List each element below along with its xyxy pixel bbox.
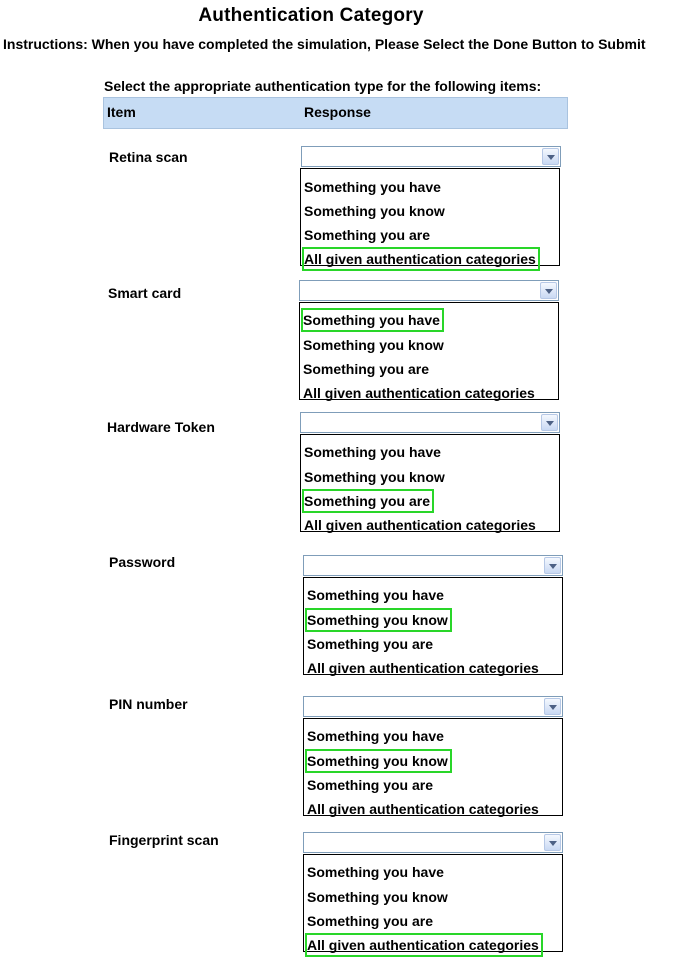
chevron-down-icon[interactable] — [544, 698, 561, 715]
response-select-retina-scan[interactable] — [301, 146, 561, 167]
list-item[interactable]: All given authentication categories — [303, 385, 535, 401]
response-select-pin-number[interactable] — [303, 696, 563, 717]
response-listbox-retina-scan[interactable] — [300, 168, 560, 266]
list-item[interactable]: Something you have — [304, 444, 441, 460]
list-item-selected[interactable]: All given authentication categories — [306, 934, 542, 956]
response-listbox-pin-number[interactable] — [303, 718, 563, 816]
list-item[interactable]: Something you are — [303, 361, 430, 377]
list-item[interactable]: Something you have — [304, 179, 441, 195]
response-select-password[interactable] — [303, 555, 563, 576]
list-item[interactable]: Something you have — [307, 728, 444, 744]
list-item-selected[interactable]: Something you are — [303, 490, 433, 512]
response-listbox-hardware-token[interactable] — [300, 434, 560, 532]
item-label-pin-number: PIN number — [109, 696, 188, 712]
list-item[interactable]: Something you know — [304, 469, 445, 485]
page-title: Authentication Category — [198, 5, 424, 26]
list-item-selected[interactable]: Something you know — [306, 609, 451, 631]
instructions-text: Instructions: When you have completed the simulation, Please Select the Done Button to Submit — [3, 36, 646, 52]
list-item[interactable]: Something you are — [307, 636, 434, 652]
list-item-selected[interactable]: All given authentication categories — [303, 248, 539, 270]
list-item[interactable]: Something you have — [307, 864, 444, 880]
chevron-down-icon[interactable] — [544, 557, 561, 574]
response-listbox-fingerprint-scan[interactable] — [303, 854, 563, 952]
list-item-selected[interactable]: Something you have — [302, 309, 443, 331]
chevron-down-icon[interactable] — [544, 834, 561, 851]
list-item[interactable]: Something you have — [307, 587, 444, 603]
list-item[interactable]: Something you are — [307, 777, 434, 793]
response-select-fingerprint-scan[interactable] — [303, 832, 563, 853]
response-listbox-smart-card[interactable] — [299, 302, 559, 400]
list-item[interactable]: Something you know — [307, 889, 448, 905]
header-response: Response — [304, 104, 371, 120]
list-item[interactable]: All given authentication categories — [307, 801, 539, 817]
list-item[interactable]: All given authentication categories — [307, 660, 539, 676]
response-listbox-password[interactable] — [303, 577, 563, 675]
item-label-retina-scan: Retina scan — [109, 149, 188, 165]
item-label-fingerprint-scan: Fingerprint scan — [109, 832, 219, 848]
table-header — [103, 97, 568, 129]
list-item[interactable]: All given authentication categories — [304, 517, 536, 533]
response-select-smart-card[interactable] — [299, 280, 559, 301]
list-item[interactable]: Something you are — [307, 913, 434, 929]
item-label-password: Password — [109, 554, 176, 570]
chevron-down-icon[interactable] — [540, 282, 557, 299]
list-item[interactable]: Something you are — [304, 227, 431, 243]
list-item[interactable]: Something you know — [303, 337, 444, 353]
list-item-selected[interactable]: Something you know — [306, 750, 451, 772]
list-item[interactable]: Something you know — [304, 203, 445, 219]
item-label-smart-card: Smart card — [108, 285, 182, 301]
chevron-down-icon[interactable] — [541, 414, 558, 431]
header-item: Item — [107, 104, 136, 120]
response-select-hardware-token[interactable] — [300, 412, 560, 433]
chevron-down-icon[interactable] — [542, 148, 559, 165]
item-label-hardware-token: Hardware Token — [107, 419, 215, 435]
question-prompt: Select the appropriate authentication type for the following items: — [104, 78, 542, 94]
